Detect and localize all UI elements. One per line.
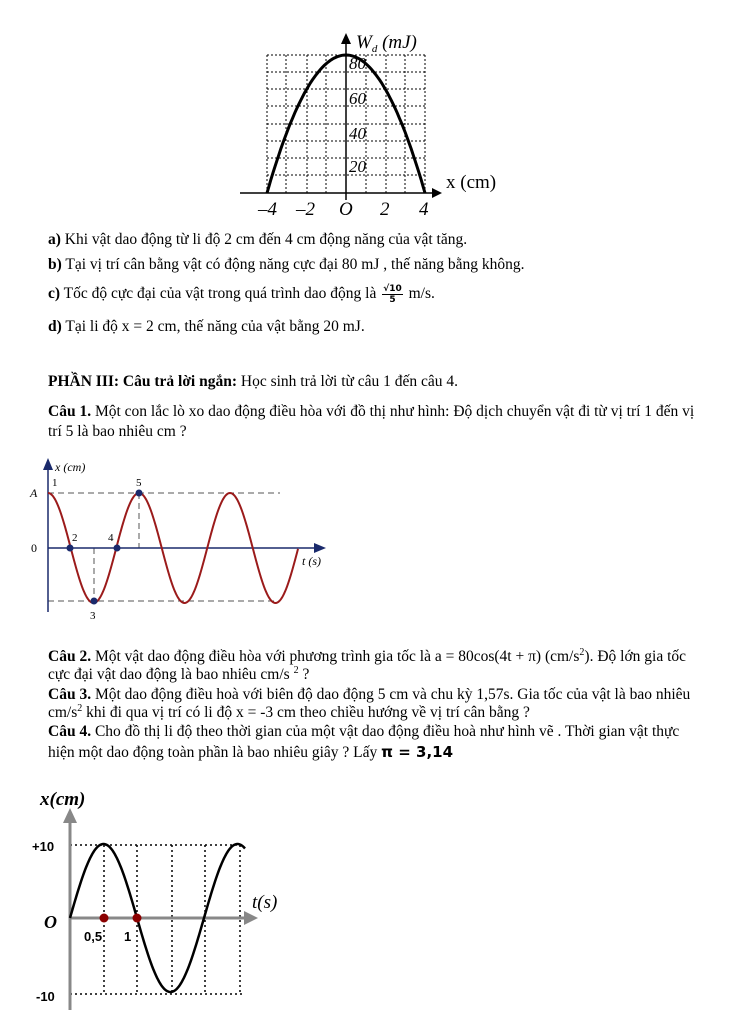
q4-y-tick-minus10: -10	[36, 989, 55, 1004]
question-3: Câu 3. Một dao động điều hoà với biên độ dao động 5 cm và chu kỳ 1,57s. Gia tốc của vật là bao nhiêu $cm/s^2$ khi đi qua vị trí có li độ x = -3 cm theo chiều hướng về vị trí cân bằng ?	[48, 686, 691, 721]
part3-heading: PHẦN III: Câu trả lời ngắn: Học sinh trả lời từ câu 1 đến câu 4.	[48, 373, 459, 390]
q1-y-axis-label: x (cm)	[55, 460, 86, 474]
statement-d: d) Tại li độ x = 2 cm, thế năng của vật bằng 20 mJ.	[48, 318, 365, 335]
q1-zero-label: 0	[31, 541, 37, 555]
x-tick-m4: –4	[258, 199, 277, 220]
displacement-graph-q4	[0, 770, 742, 1025]
q1-x-axis-arrow	[43, 458, 53, 470]
y-tick-20: 20	[349, 157, 366, 176]
x-axis-label: x (cm)	[446, 172, 497, 193]
q4-point-0-5	[100, 914, 109, 923]
q1-label-5: 5	[136, 477, 142, 489]
q1-label-4: 4	[108, 532, 114, 544]
statement-c: c) Tốc độ cực đại của vật trong quá trình dao động là $\frac{√10}{5}$ m/s.	[48, 284, 435, 305]
x-tick-m2: –2	[296, 199, 315, 220]
q4-t-axis-label: t(s)	[252, 892, 278, 913]
y-tick-40: 40	[349, 124, 366, 143]
q1-dashed-lines	[48, 493, 280, 601]
q1-label-3: 3	[90, 610, 96, 622]
q1-point-4	[114, 545, 121, 552]
statement-a: a) Khi vật dao động từ li độ 2 cm đến 4 cm động năng của vật tăng.	[48, 231, 468, 248]
q4-point-1	[133, 914, 142, 923]
q1-label-2: 2	[72, 532, 78, 544]
q1-label-1: 1	[52, 477, 58, 489]
q1-point-3	[91, 598, 98, 605]
question-4: Câu 4. Cho đồ thị li độ theo thời gian của một vật dao động điều hoà như hình vẽ . Thời gian vật thực hiện một dao động toàn phần là bao nhiêu giây ? Lấy π = 3,14	[48, 723, 680, 761]
y-tick-60: 60	[349, 89, 366, 108]
y-tick-80: 80	[349, 54, 366, 73]
x-tick-origin: O	[339, 199, 353, 220]
question-1: Câu 1. Một con lắc lò xo dao động điều hòa với đồ thị như hình: Độ dịch chuyển vật đi từ vị trí 1 đến vị trí 5 là bao nhiêu cm ?	[48, 403, 695, 440]
q4-t-axis-arrow	[244, 911, 258, 925]
y-axis-arrow	[341, 33, 351, 44]
x-axis-arrow	[432, 188, 442, 198]
y-axis-label: $W_d$ (mJ)	[356, 32, 417, 55]
q1-point-2	[67, 545, 74, 552]
statement-b: b) Tại vị trí cân bằng vật có động năng cực đại 80 mJ , thế năng bằng không.	[48, 256, 525, 273]
displacement-graph-q1	[0, 440, 742, 640]
x-tick-4: 4	[419, 199, 429, 220]
kinetic-energy-graph	[0, 0, 742, 230]
q4-x-tick-0-5: 0,5	[84, 929, 103, 944]
q1-amplitude-label: A	[30, 486, 38, 500]
sqrt-fraction: $\frac{√10}{5}$	[383, 284, 402, 305]
x-tick-2: 2	[380, 199, 390, 220]
q1-t-axis-label: t (s)	[302, 554, 321, 568]
q1-t-axis-arrow	[314, 543, 326, 553]
q4-x-tick-1: 1	[124, 929, 132, 944]
q4-y-axis-label: x(cm)	[40, 789, 86, 810]
q1-point-5	[136, 490, 143, 497]
q4-origin-label: O	[44, 912, 57, 932]
q4-x-axis-arrow	[63, 808, 77, 823]
question-2: Câu 2. Một vật dao động điều hòa với phương trình gia tốc là a = 80cos(4t + π) $(cm/s^2)$. Độ lớn gia tốc cực đại vật dao động là bao nhiêu cm/s $^2$ ?	[48, 646, 687, 683]
q4-y-tick-plus10: +10	[32, 839, 55, 854]
